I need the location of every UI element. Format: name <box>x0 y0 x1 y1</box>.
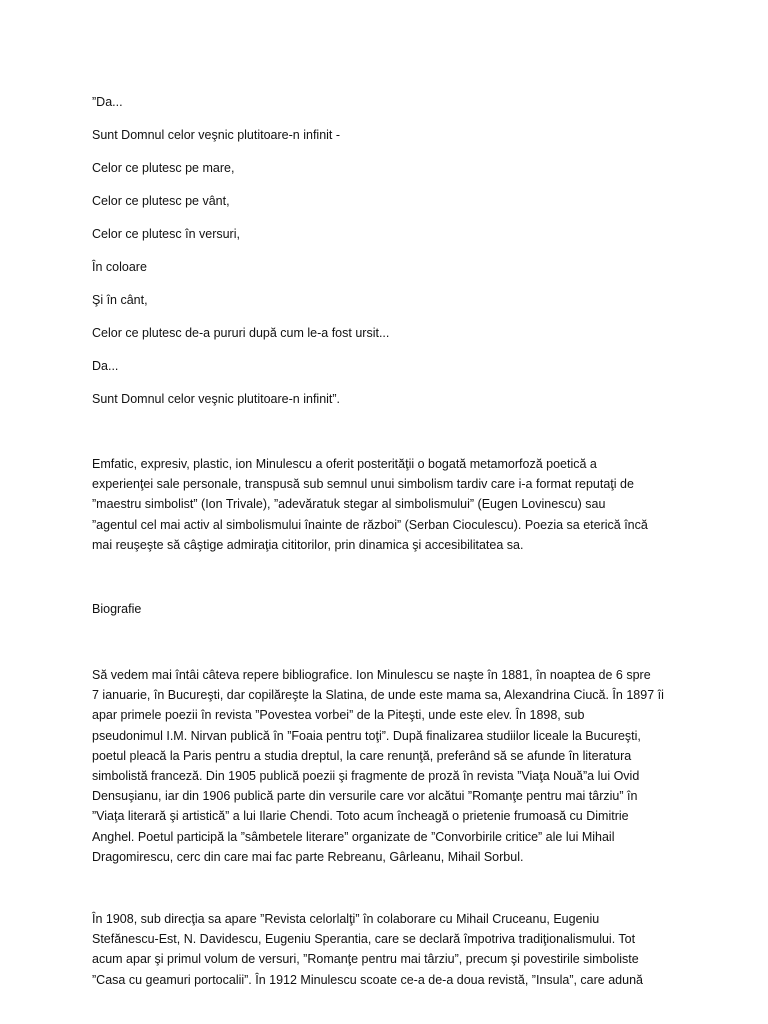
poem-line: Sunt Domnul celor veşnic plutitoare-n infinit - <box>92 128 341 142</box>
intro-paragraph <box>92 456 692 557</box>
poem-line: Celor ce plutesc pe mare, <box>92 161 235 175</box>
poem-line: Celor ce plutesc pe vânt, <box>92 194 230 208</box>
paragraph-line: apar primele poezii în revista ”Povestea vorbei” de la Piteşti, unde este elev. În 1898, sub <box>92 708 585 723</box>
paragraph-line: Stefănescu-Est, N. Davidescu, Eugeniu Sperantia, care se declară împotriva tradiţionalismului. Tot <box>92 932 636 947</box>
paragraph-line: ”Viaţa literară şi artistică” a lui Ilarie Chendi. Toto acum încheagă o prietenie frumoasă cu Dimitrie <box>92 809 629 824</box>
paragraph-line: mai reuşeşte să câştige admiraţia cititorilor, prin dinamica şi accesibilitatea sa. <box>92 537 524 552</box>
paragraph-line: În 1908, sub direcţia sa apare ”Revista celorlalţi” în colaborare cu Mihail Cruceanu, Eugeniu <box>92 912 600 926</box>
poem-line: Celor ce plutesc în versuri, <box>92 227 240 241</box>
biography-paragraph-2 <box>92 911 692 992</box>
paragraph-line: 7 ianuarie, în Bucureşti, dar copilăreşte la Slatina, de unde este mama sa, Alexandrina Ciucă. În 1897 îi <box>92 688 664 703</box>
paragraph-line: Emfatic, expresiv, plastic, ion Minulescu a oferit posterităţii o bogată metamorfoză poetică a <box>92 457 597 471</box>
poem-line: În coloare <box>92 260 147 274</box>
paragraph-line: poetul pleacă la Paris pentru a studia dreptul, la care renunţă, preferând să se afunde în literatura <box>92 748 632 763</box>
paragraph-line: acum apar şi primul volum de versuri, ”Romanţe pentru mai târziu”, precum şi povestirile simboliste <box>92 952 639 967</box>
paragraph-line: Densuşianu, iar din 1906 publică parte din versurile care vor alcătui ”Romanţe pentru mai târziu” în <box>92 789 638 804</box>
paragraph-line: Anghel. Poetul participă la ”sâmbetele literare” organizate de ”Convorbirile critice” ale lui Mihail <box>92 829 615 844</box>
paragraph-line: pseudonimul I.M. Nirvan publică în ”Foaia pentru toţi”. După finalizarea studiilor liceale la Bucureşti, <box>92 728 641 743</box>
paragraph-line: Dragomirescu, cerc din care mai fac parte Rebreanu, Gârleanu, Mihail Sorbul. <box>92 849 524 864</box>
poem-excerpt <box>92 94 692 424</box>
section-heading: Biografie <box>92 602 142 616</box>
paragraph-line: ”maestru simbolist” (Ion Trivale), ”adevăratuk stegar al simbolismului” (Eugen Lovinescu) sau <box>92 497 606 512</box>
poem-line: Şi în cânt, <box>92 293 148 307</box>
paragraph-line: Să vedem mai întâi câteva repere bibliografice. Ion Minulescu se naşte în 1881, în noaptea de 6 spre <box>92 668 651 682</box>
paragraph-line: experienţei sale personale, transpusă sub semnul unui simbolism tardiv care i-a format reputaţi de <box>92 477 634 492</box>
poem-line: ”Da... <box>92 95 123 109</box>
poem-line: Da... <box>92 359 119 373</box>
poem-line: Celor ce plutesc de-a pururi după cum le-a fost ursit... <box>92 326 390 340</box>
biography-paragraph-1 <box>92 667 692 869</box>
paragraph-line: ”Casa cu geamuri portocalii”. În 1912 Minulescu scoate ce-a de-a doua revistă, ”Insula”, care adună <box>92 972 643 987</box>
paragraph-line: ”agentul cel mai activ al simbolismului înainte de război” (Serban Cioculescu). Poezia sa eterică încă <box>92 517 648 532</box>
paragraph-line: simbolistă franceză. Din 1905 publică poezii şi fragmente de proză în revista ”Viaţa Nouă”a lui Ovid <box>92 768 640 783</box>
poem-line: Sunt Domnul celor veşnic plutitoare-n infinit”. <box>92 392 341 406</box>
